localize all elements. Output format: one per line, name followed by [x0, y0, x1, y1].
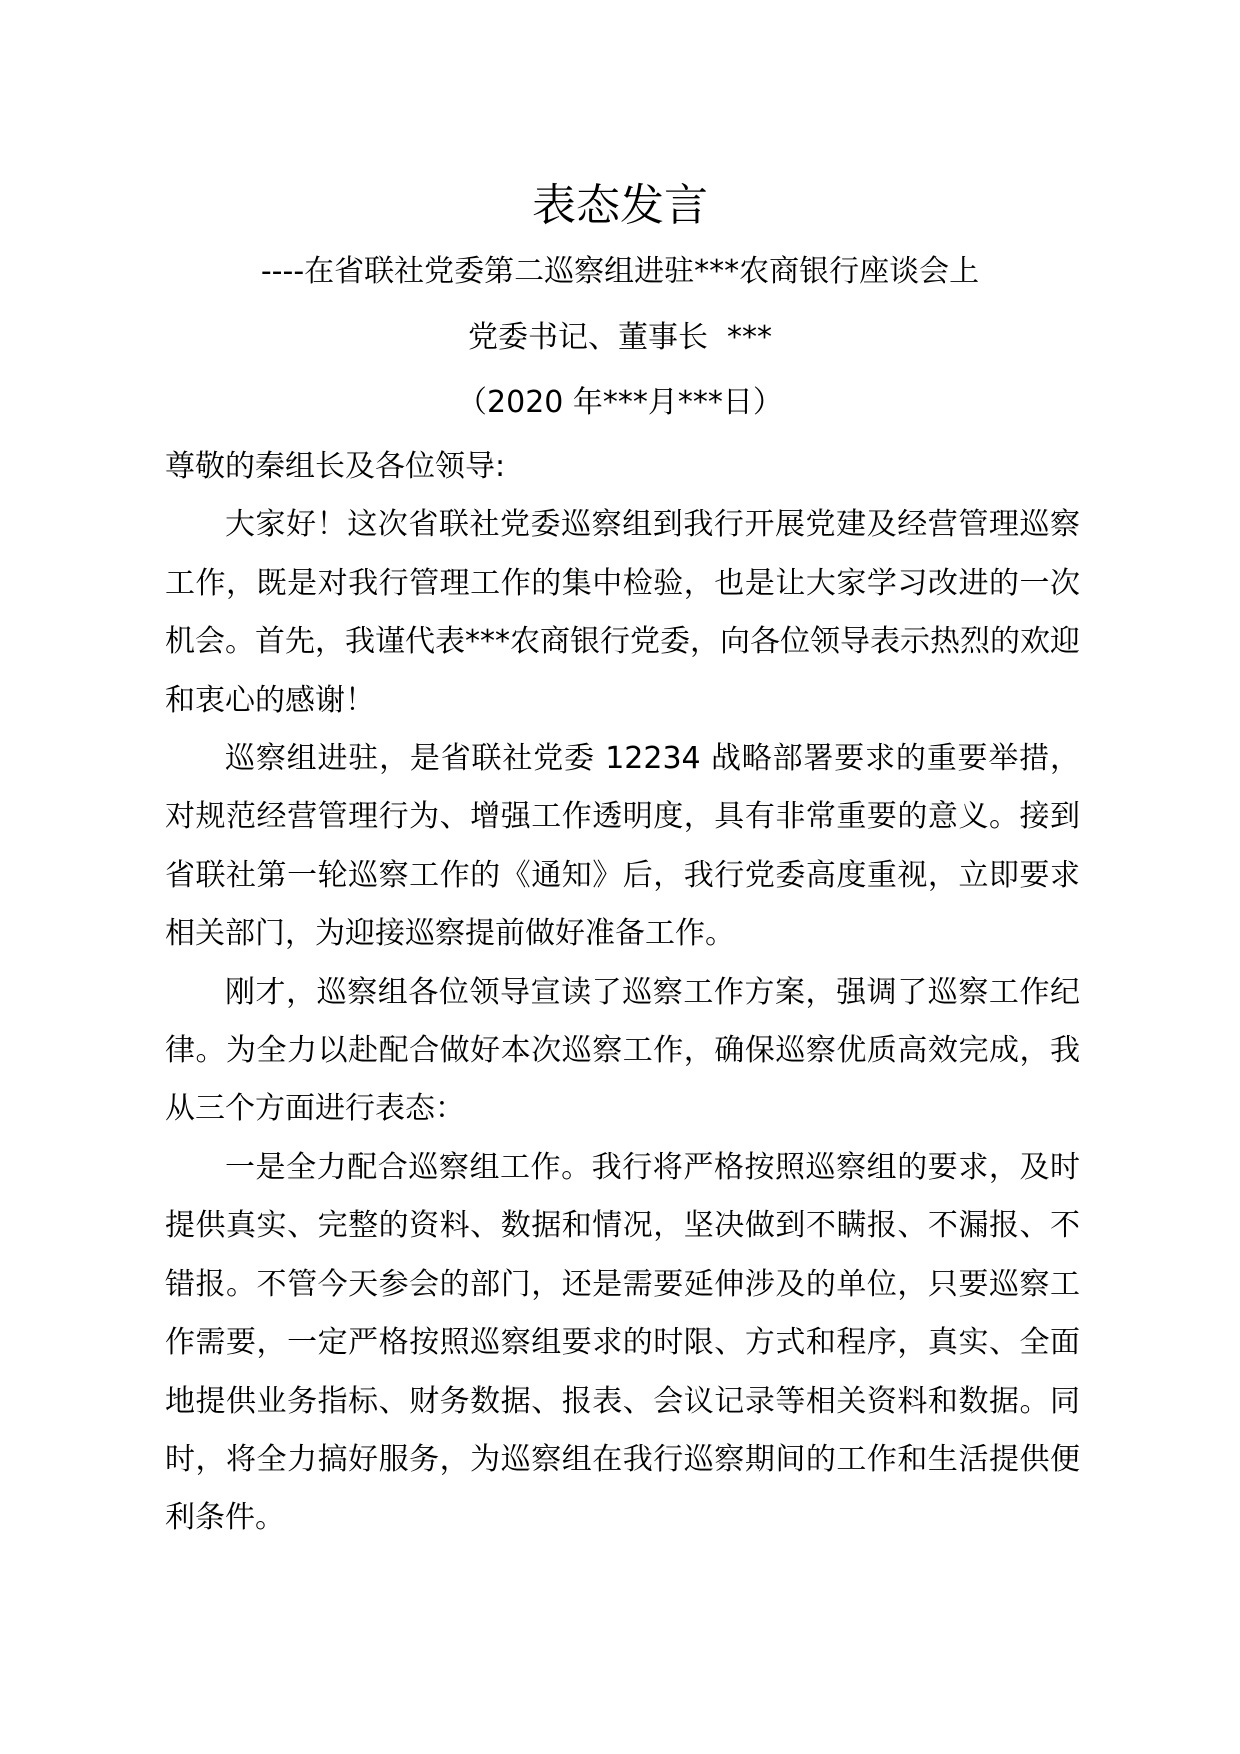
paragraph: 大家好！这次省联社党委巡察组到我行开展党建及经营管理巡察工作，既是对我行管理工作的集中检验，也是让大家学习改进的一次机会。首先，我谨代表***农商银行党委，向各位领导表示热烈的欢迎和衷心的感谢！ — [165, 507, 1080, 718]
paragraph: 巡察组进驻，是省联社党委 12234 战略部署要求的重要举措，对规范经营管理行为、增强工作透明度，具有非常重要的意义。接到省联社第一轮巡察工作的《通知》后，我行党委高度重视，立即要求相关部门，为迎接巡察提前做好准备工作。 — [165, 741, 1080, 952]
salutation: 尊敬的秦组长及各位领导: — [165, 449, 506, 484]
document-title: 表态发言 — [532, 180, 708, 231]
document-author: 党委书记、董事长 *** — [467, 320, 773, 355]
document-body — [165, 438, 1080, 1548]
document-date: （2020 年***月***日） — [457, 385, 783, 420]
document-subtitle: ----在省联社党委第二巡察组进驻***农商银行座谈会上 — [260, 254, 980, 289]
paragraph: 刚才，巡察组各位领导宣读了巡察工作方案，强调了巡察工作纪律。为全力以赴配合做好本次巡察工作，确保巡察优质高效完成，我从三个方面进行表态： — [165, 974, 1080, 1127]
paragraph: 一是全力配合巡察组工作。我行将严格按照巡察组的要求，及时提供真实、完整的资料、数据和情况，坚决做到不瞒报、不漏报、不错报。不管今天参会的部门，还是需要延伸涉及的单位，只要巡察工作需要，一定严格按照巡察组要求的时限、方式和程序，真实、全面地提供业务指标、财务数据、报表、会议记录等相关资料和数据。同时，将全力搞好服务，为巡察组在我行巡察期间的工作和生活提供便利条件。 — [165, 1149, 1080, 1536]
